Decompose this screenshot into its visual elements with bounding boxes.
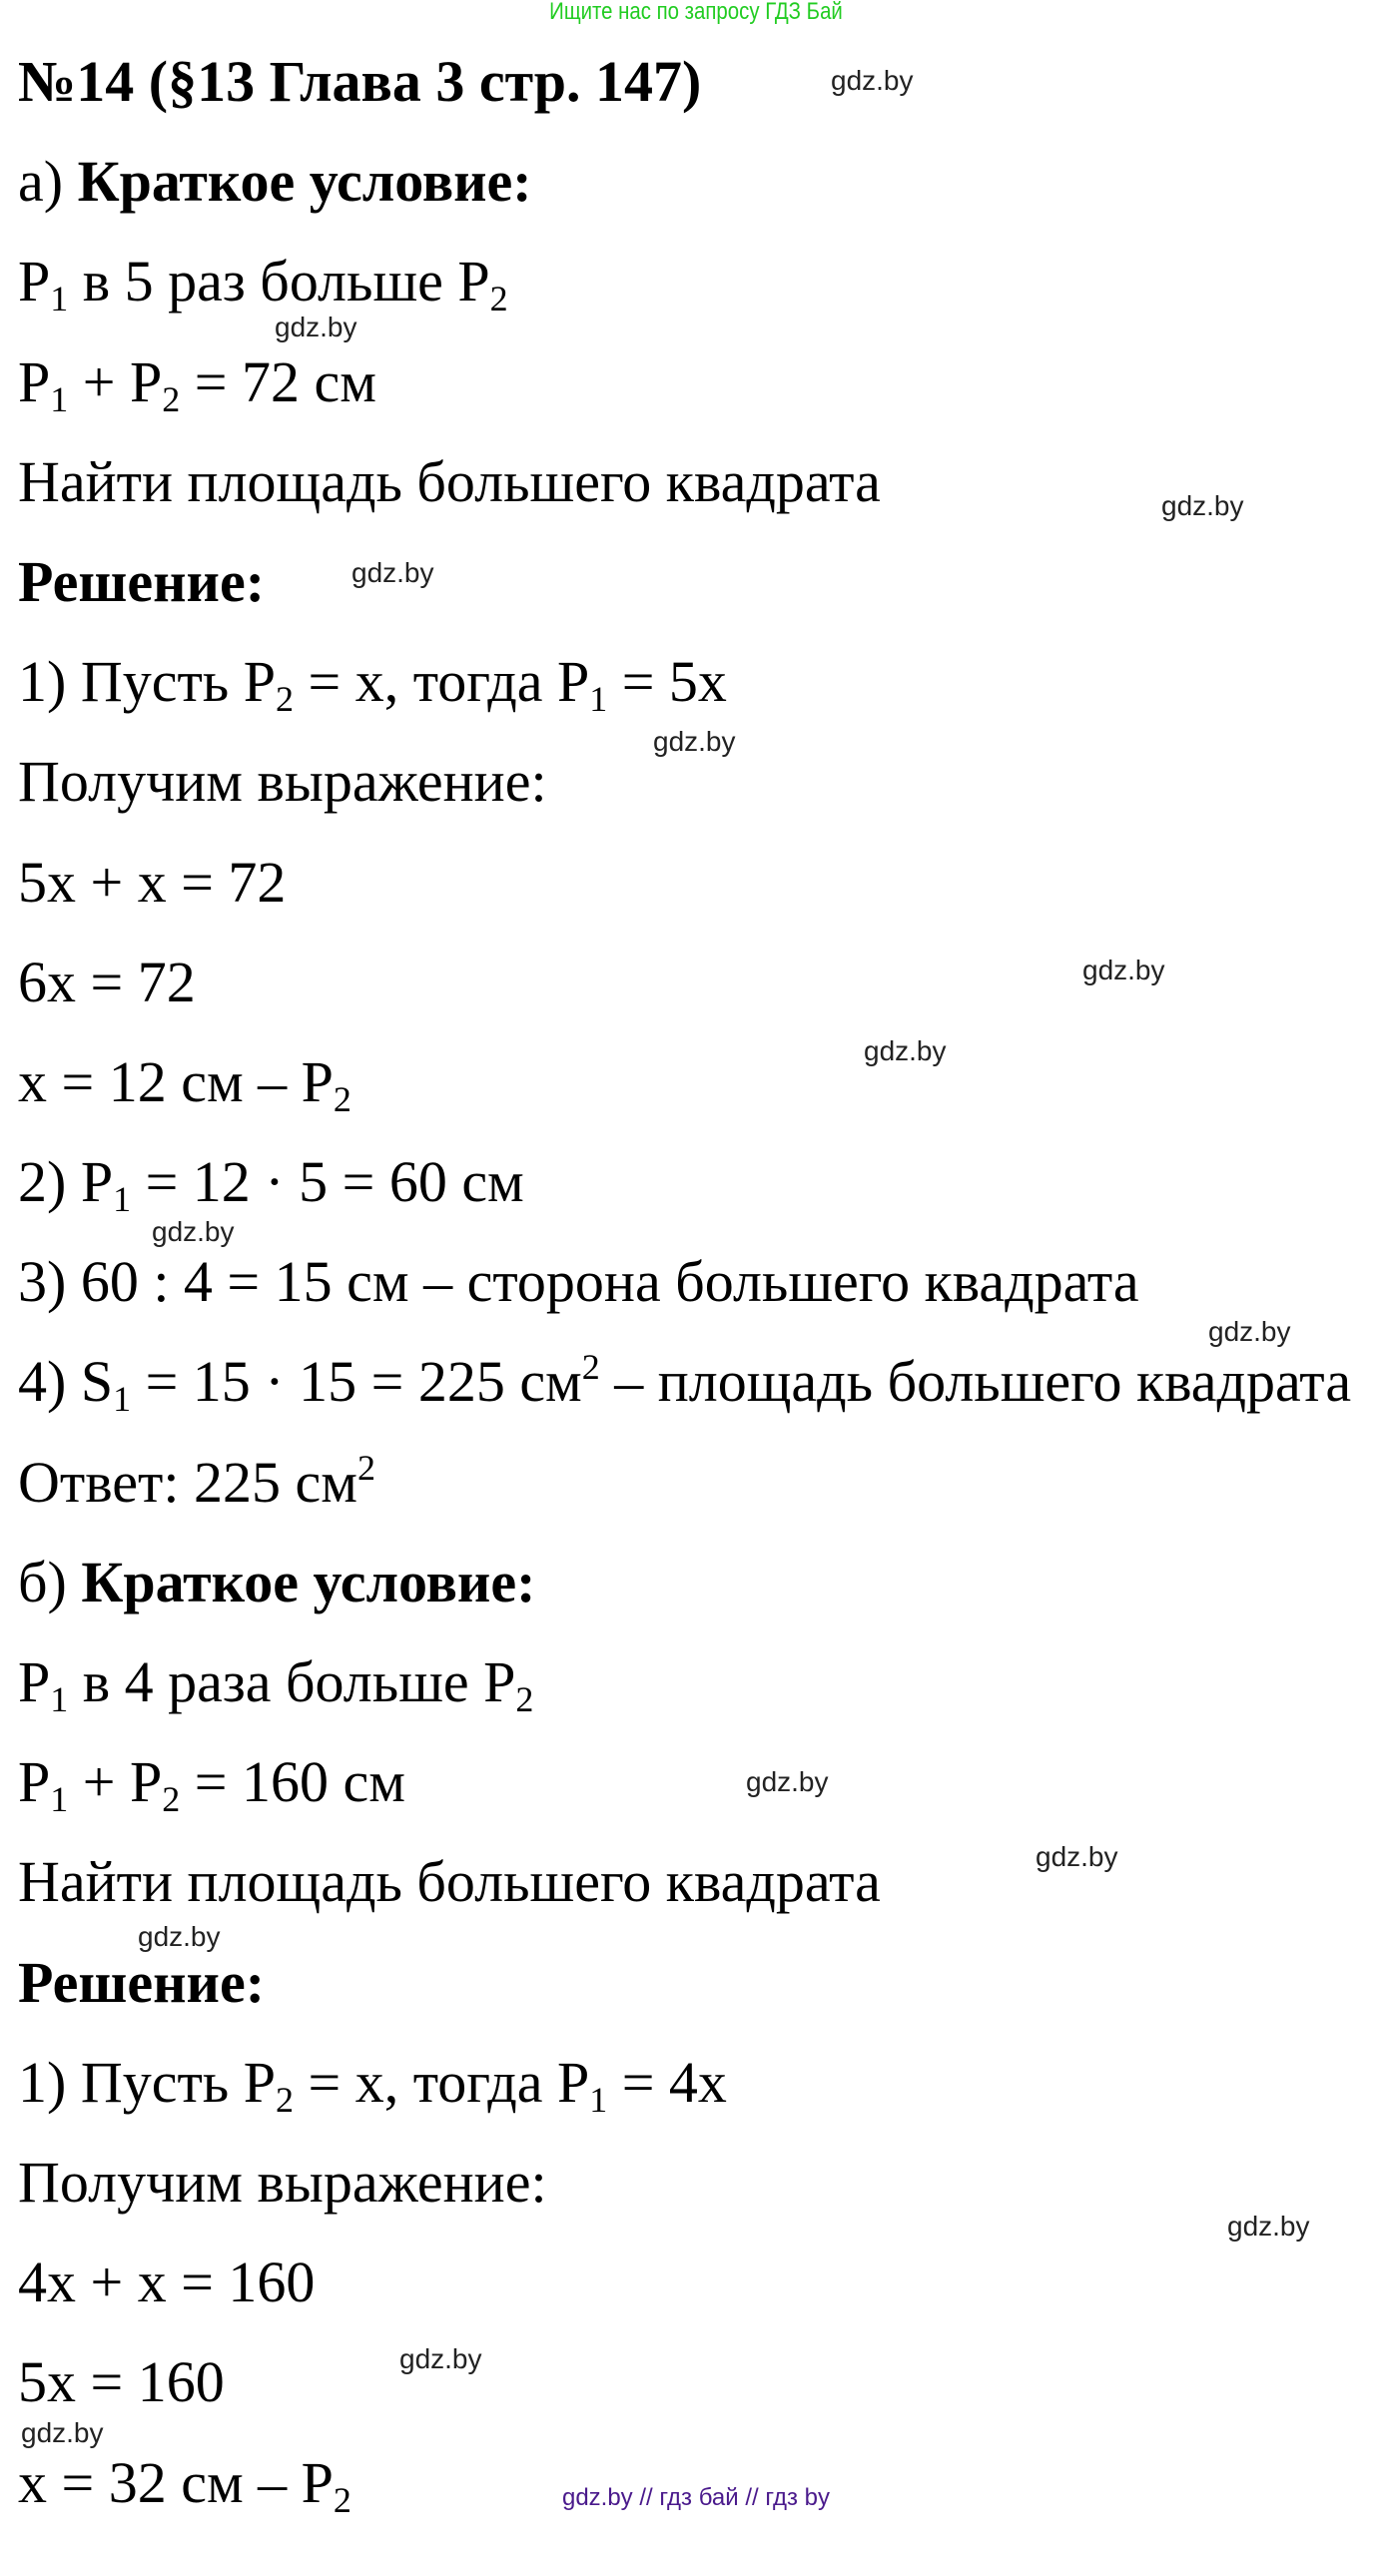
text-run: = x, тогда P [294, 2049, 590, 2115]
subscript: 2 [276, 2079, 294, 2120]
text-run: 5x = 160 [18, 2349, 225, 2415]
watermark: gdz.by [21, 2417, 104, 2448]
text-run: б) [18, 1549, 82, 1614]
subscript: 1 [50, 378, 69, 419]
solution-line [18, 2033, 1386, 2133]
solution-line [18, 232, 1386, 331]
text-run: 4x + x = 160 [18, 2250, 316, 2315]
solution-line [18, 1933, 1386, 2033]
subscript: 1 [113, 1379, 132, 1420]
text-run: №14 (§13 Глава 3 стр. 147) [18, 49, 702, 114]
solution-line [18, 1732, 1386, 1832]
text-run: P [18, 1649, 51, 1714]
text-run: 3) 60 : 4 = 15 см – сторона большего квадрата [18, 1249, 1139, 1315]
text-run: = x, тогда P [294, 649, 590, 715]
subscript: 1 [50, 1779, 69, 1820]
solution-content [18, 32, 1386, 2533]
text-run: а) [18, 149, 78, 215]
text-run: Краткое условие: [77, 149, 532, 215]
text-run: 2) P [18, 1149, 114, 1215]
text-run: P [18, 1749, 51, 1815]
text-run: 1) Пусть P [18, 649, 276, 715]
solution-line [18, 1632, 1386, 1732]
text-run: в 5 раз больше P [68, 249, 490, 315]
subscript: 2 [489, 279, 508, 320]
solution-line [18, 1232, 1386, 1332]
watermark: gdz.by [138, 1921, 221, 1952]
search-banner: Ищите нас по запросу ГДЗ Бай [549, 0, 843, 25]
text-run: Ответ: 225 см [18, 1449, 357, 1515]
text-run: Получим выражение: [18, 2149, 547, 2215]
text-run: = 15 · 15 = 225 см [131, 1349, 582, 1415]
watermark: gdz.by [1227, 2211, 1310, 2242]
text-run: Решение: [18, 548, 266, 614]
text-run: = 4x [607, 2049, 727, 2115]
text-run: + P [68, 348, 163, 414]
superscript: 2 [356, 1447, 375, 1488]
watermark: gdz.by [1036, 1841, 1118, 1872]
solution-line [18, 1332, 1386, 1432]
text-run: = 160 см [180, 1749, 405, 1815]
text-run: Найти площадь большего квадрата [18, 448, 881, 514]
subscript: 1 [589, 679, 608, 720]
superscript: 2 [581, 1347, 600, 1388]
solution-line [18, 1832, 1386, 1932]
solution-line [18, 632, 1386, 732]
watermark: gdz.by [864, 1035, 947, 1066]
watermark: gdz.by [399, 2343, 482, 2374]
solution-line [18, 1433, 1386, 1533]
text-run: P [18, 348, 51, 414]
page-title [18, 32, 1386, 132]
solution-line [18, 933, 1386, 1032]
text-run: x = 32 см – P [18, 2449, 334, 2515]
subscript: 1 [589, 2079, 608, 2120]
solution-line [18, 2433, 1386, 2533]
text-run: 6x = 72 [18, 949, 196, 1014]
watermark: gdz.by [831, 65, 914, 96]
text-run: в 4 раза больше P [68, 1649, 516, 1714]
solution-line [18, 2233, 1386, 2332]
text-run: Краткое условие: [81, 1549, 536, 1614]
solution-line [18, 2133, 1386, 2233]
solution-line [18, 532, 1386, 632]
solution-line [18, 332, 1386, 432]
watermark: gdz.by [275, 312, 357, 342]
subscript: 2 [515, 1679, 534, 1719]
subscript: 1 [113, 1179, 132, 1220]
text-run: – площадь большего квадрата [599, 1349, 1352, 1415]
subscript: 2 [333, 2479, 351, 2520]
text-run: Найти площадь большего квадрата [18, 1849, 881, 1915]
subscript: 1 [50, 1679, 69, 1719]
solution-line [18, 2332, 1386, 2432]
text-run: = 5x [607, 649, 727, 715]
text-run: P [18, 249, 51, 315]
watermark: gdz.by [152, 1216, 235, 1247]
solution-line [18, 132, 1386, 232]
text-run: + P [68, 1749, 163, 1815]
subscript: 2 [333, 1078, 351, 1119]
footer-watermark: gdz.by // гдз бай // гдз by [561, 2484, 831, 2511]
subscript: 1 [50, 279, 69, 320]
text-run: = 72 см [180, 348, 376, 414]
watermark: gdz.by [1161, 490, 1244, 521]
solution-line [18, 833, 1386, 933]
subscript: 2 [276, 679, 294, 720]
text-run: Получим выражение: [18, 749, 547, 815]
solution-line [18, 1032, 1386, 1132]
text-run: = 12 · 5 = 60 см [131, 1149, 524, 1215]
text-run: 5x + x = 72 [18, 849, 287, 915]
subscript: 2 [162, 1779, 181, 1820]
text-run: 1) Пусть P [18, 2049, 276, 2115]
watermark: gdz.by [746, 1766, 829, 1797]
watermark: gdz.by [1208, 1316, 1291, 1347]
text-run: x = 12 см – P [18, 1048, 334, 1114]
text-run: Решение: [18, 1949, 266, 2015]
watermark: gdz.by [1082, 955, 1165, 985]
text-run: 4) S [18, 1349, 114, 1415]
solution-line [18, 1533, 1386, 1632]
watermark: gdz.by [351, 557, 434, 588]
subscript: 2 [162, 378, 181, 419]
watermark: gdz.by [653, 726, 736, 757]
